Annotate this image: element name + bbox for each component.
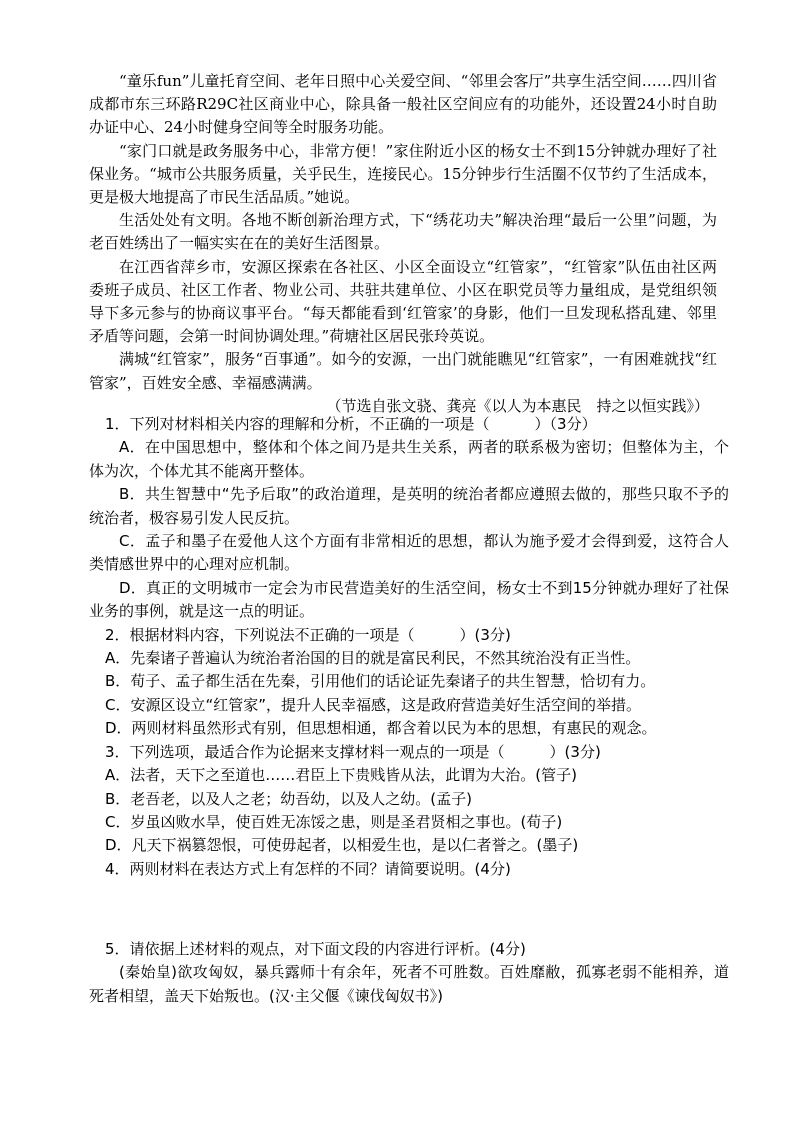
material-two-text — [89, 70, 717, 418]
question-1-stem: 1．下列对材料相关内容的理解和分析，不正确的一项是（ ）（3分） — [105, 415, 597, 433]
question-4-stem: 4．两则材料在表达方式上有怎样的不同？请简要说明。(4分) — [105, 859, 511, 878]
question-2-option: B．荀子、孟子都生活在先秦，引用他们的话论证先秦诸子的共生智慧，恰切有力。 — [105, 672, 656, 691]
question-2-option: A．先秦诸子普遍认为统治者治国的目的就是富民利民，不然其统治没有正当性。 — [105, 649, 641, 668]
question-3-option: C．岁虽凶败水旱，使百姓无冻馁之患，则是圣君贤相之事也。(荀子) — [105, 812, 563, 831]
question-2-option: D．两则材料虽然形式有别，但思想相通，都含着以民为本的思想，有惠民的观念。 — [105, 719, 657, 738]
question-3-option: A．法者，天下之至道也……君臣上下贵贱皆从法，此谓为大治。(管子) — [105, 766, 577, 785]
question-3-option: D．凡天下祸篡怨恨，可使毋起者，以相爱生也，是以仁者誉之。(墨子) — [105, 836, 579, 855]
question-3-option: B．老吾老，以及人之老；幼吾幼，以及人之幼。(孟子) — [105, 789, 472, 808]
question-2-stem: 2．根据材料内容，下列说法不正确的一项是（ ）(3分) — [105, 625, 511, 644]
material-paragraph: “童乐fun”儿童托育空间、老年日照中心关爱空间、“邻里会客厅”共享生活空间……四川省成都市东三环路R29C社区商业中心，除具备一般社区空间应有的功能外，还设置24小时自助办证中心、24小时健身空间等全时服务功能。 — [89, 72, 717, 137]
material-paragraph: 满城“红管家”，服务“百事通”。如今的安源，一出门就能瞧见“红管家”，一有困难就找“红管家”，百姓安全感、幸福感满满。 — [89, 350, 717, 392]
question-5-passage: (秦始皇)欲攻匈奴，暴兵露师十有余年，死者不可胜数。百姓靡敝，孤寡老弱不能相养，道死者相望，盖天下始叛也。(汉·主父偃《谏伐匈奴书》) — [89, 963, 729, 1005]
question-1-option: D．真正的文明城市一定会为市民营造美好的生活空间，杨女士不到15分钟就办理好了社保业务的事例，就是这一点的明证。 — [89, 578, 729, 621]
questions-block — [89, 413, 729, 881]
question-1-option: B．共生智慧中“先予后取”的政治道理，是英明的统治者都应遵照去做的，那些只取不予的统治者，极容易引发人民反抗。 — [89, 485, 729, 527]
question-1-option: C．孟子和墨子在爱他人这个方面有非常相近的思想，都认为施予爱才会得到爱，这符合人类情感世界中的心理对应机制。 — [89, 532, 729, 574]
question-2-option: C．安源区设立“红管家”，提升人民幸福感，这是政府营造美好生活空间的举措。 — [105, 695, 642, 714]
material-paragraph: 生活处处有文明。各地不断创新治理方式，下“绣花功夫”解决治理“最后一公里”问题，为老百姓绣出了一幅实实在在的美好生活图景。 — [89, 211, 717, 253]
question-1-option: A．在中国思想中，整体和个体之间乃是共生关系，两者的联系极为密切；但整体为主，个体为次，个体尤其不能离开整体。 — [89, 438, 729, 480]
question-5-block — [89, 938, 729, 1008]
question-3-stem: 3．下列选项，最适合作为论据来支撑材料一观点的一项是（ ）(3分) — [105, 742, 601, 761]
question-5-stem: 5．请依据上述材料的观点，对下面文段的内容进行评析。(4分) — [105, 940, 526, 958]
material-source: （节选自张文骁、龚亮《以人为本惠民 持之以恒实践》） — [326, 396, 709, 415]
material-paragraph: 在江西省萍乡市，安源区探索在各社区、小区全面设立“红管家”，“红管家”队伍由社区两委班子成员、社区工作者、物业公司、共驻共建单位、小区在职党员等力量组成，是党组织领导下多元参与的协商议事平台。“每天都能看到‘红管家’的身影，他们一旦发现私搭乱建、邻里矛盾等问题，会第一时间协调处理。”荷塘社区居民张玲英说。 — [89, 257, 717, 346]
material-paragraph: “家门口就是政务服务中心，非常方便！”家住附近小区的杨女士不到15分钟就办理好了社保业务。“城市公共服务质量，关乎民生，连接民心。15分钟步行生活圈不仅节约了生活成本，更是极大地提高了市民生活品质。”她说。 — [89, 141, 717, 207]
